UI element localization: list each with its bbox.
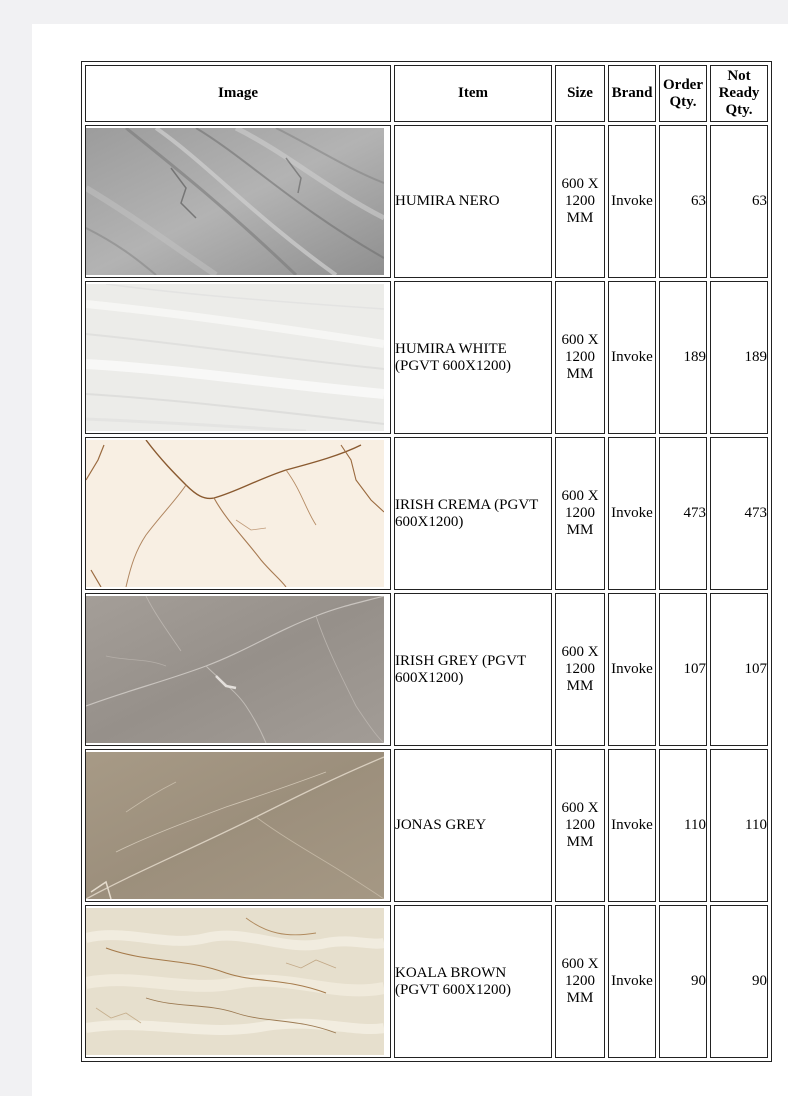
- grey-wavy-marble-tile-image: [86, 128, 384, 275]
- item-name: HUMIRA NERO: [394, 125, 552, 278]
- not-ready-qty: 189: [710, 281, 768, 434]
- table-row: [85, 437, 768, 590]
- header-brand: Brand: [608, 65, 656, 122]
- table-row: [85, 905, 768, 1058]
- taupe-veined-marble-tile-image: [86, 752, 384, 899]
- table-row: [85, 593, 768, 746]
- item-brand: Invoke: [608, 749, 656, 902]
- header-order-qty: Order Qty.: [659, 65, 707, 122]
- grey-veined-marble-tile-image: [86, 596, 384, 743]
- white-wavy-marble-tile-image: [86, 284, 384, 431]
- tile-image-cell: [85, 905, 391, 1058]
- table-header-row: [85, 65, 768, 122]
- order-table: [81, 61, 772, 1062]
- not-ready-qty: 473: [710, 437, 768, 590]
- item-name: IRISH CREMA (PGVT 600X1200): [394, 437, 552, 590]
- header-size: Size: [555, 65, 605, 122]
- item-brand: Invoke: [608, 125, 656, 278]
- tile-image-cell: [85, 125, 391, 278]
- order-qty: 63: [659, 125, 707, 278]
- tile-image-cell: [85, 437, 391, 590]
- tile-image-cell: [85, 281, 391, 434]
- header-item: Item: [394, 65, 552, 122]
- order-qty: 189: [659, 281, 707, 434]
- item-name: IRISH GREY (PGVT 600X1200): [394, 593, 552, 746]
- table-row: [85, 125, 768, 278]
- item-name: JONAS GREY: [394, 749, 552, 902]
- tile-image-cell: [85, 749, 391, 902]
- item-name: HUMIRA WHITE (PGVT 600X1200): [394, 281, 552, 434]
- item-brand: Invoke: [608, 281, 656, 434]
- order-qty: 110: [659, 749, 707, 902]
- beige-brown-marble-tile-image: [86, 908, 384, 1055]
- document-page: [32, 24, 788, 1096]
- order-qty: 107: [659, 593, 707, 746]
- not-ready-qty: 90: [710, 905, 768, 1058]
- item-brand: Invoke: [608, 593, 656, 746]
- table-row: [85, 281, 768, 434]
- table-row: [85, 749, 768, 902]
- item-size: 600 X 1200 MM: [555, 749, 605, 902]
- item-size: 600 X 1200 MM: [555, 281, 605, 434]
- order-qty: 473: [659, 437, 707, 590]
- not-ready-qty: 63: [710, 125, 768, 278]
- item-brand: Invoke: [608, 437, 656, 590]
- cream-veined-marble-tile-image: [86, 440, 384, 587]
- item-name: KOALA BROWN (PGVT 600X1200): [394, 905, 552, 1058]
- header-image: Image: [85, 65, 391, 122]
- item-size: 600 X 1200 MM: [555, 905, 605, 1058]
- order-qty: 90: [659, 905, 707, 1058]
- header-not-ready-qty: Not Ready Qty.: [710, 65, 768, 122]
- item-brand: Invoke: [608, 905, 656, 1058]
- item-size: 600 X 1200 MM: [555, 437, 605, 590]
- not-ready-qty: 110: [710, 749, 768, 902]
- item-size: 600 X 1200 MM: [555, 125, 605, 278]
- item-size: 600 X 1200 MM: [555, 593, 605, 746]
- not-ready-qty: 107: [710, 593, 768, 746]
- tile-image-cell: [85, 593, 391, 746]
